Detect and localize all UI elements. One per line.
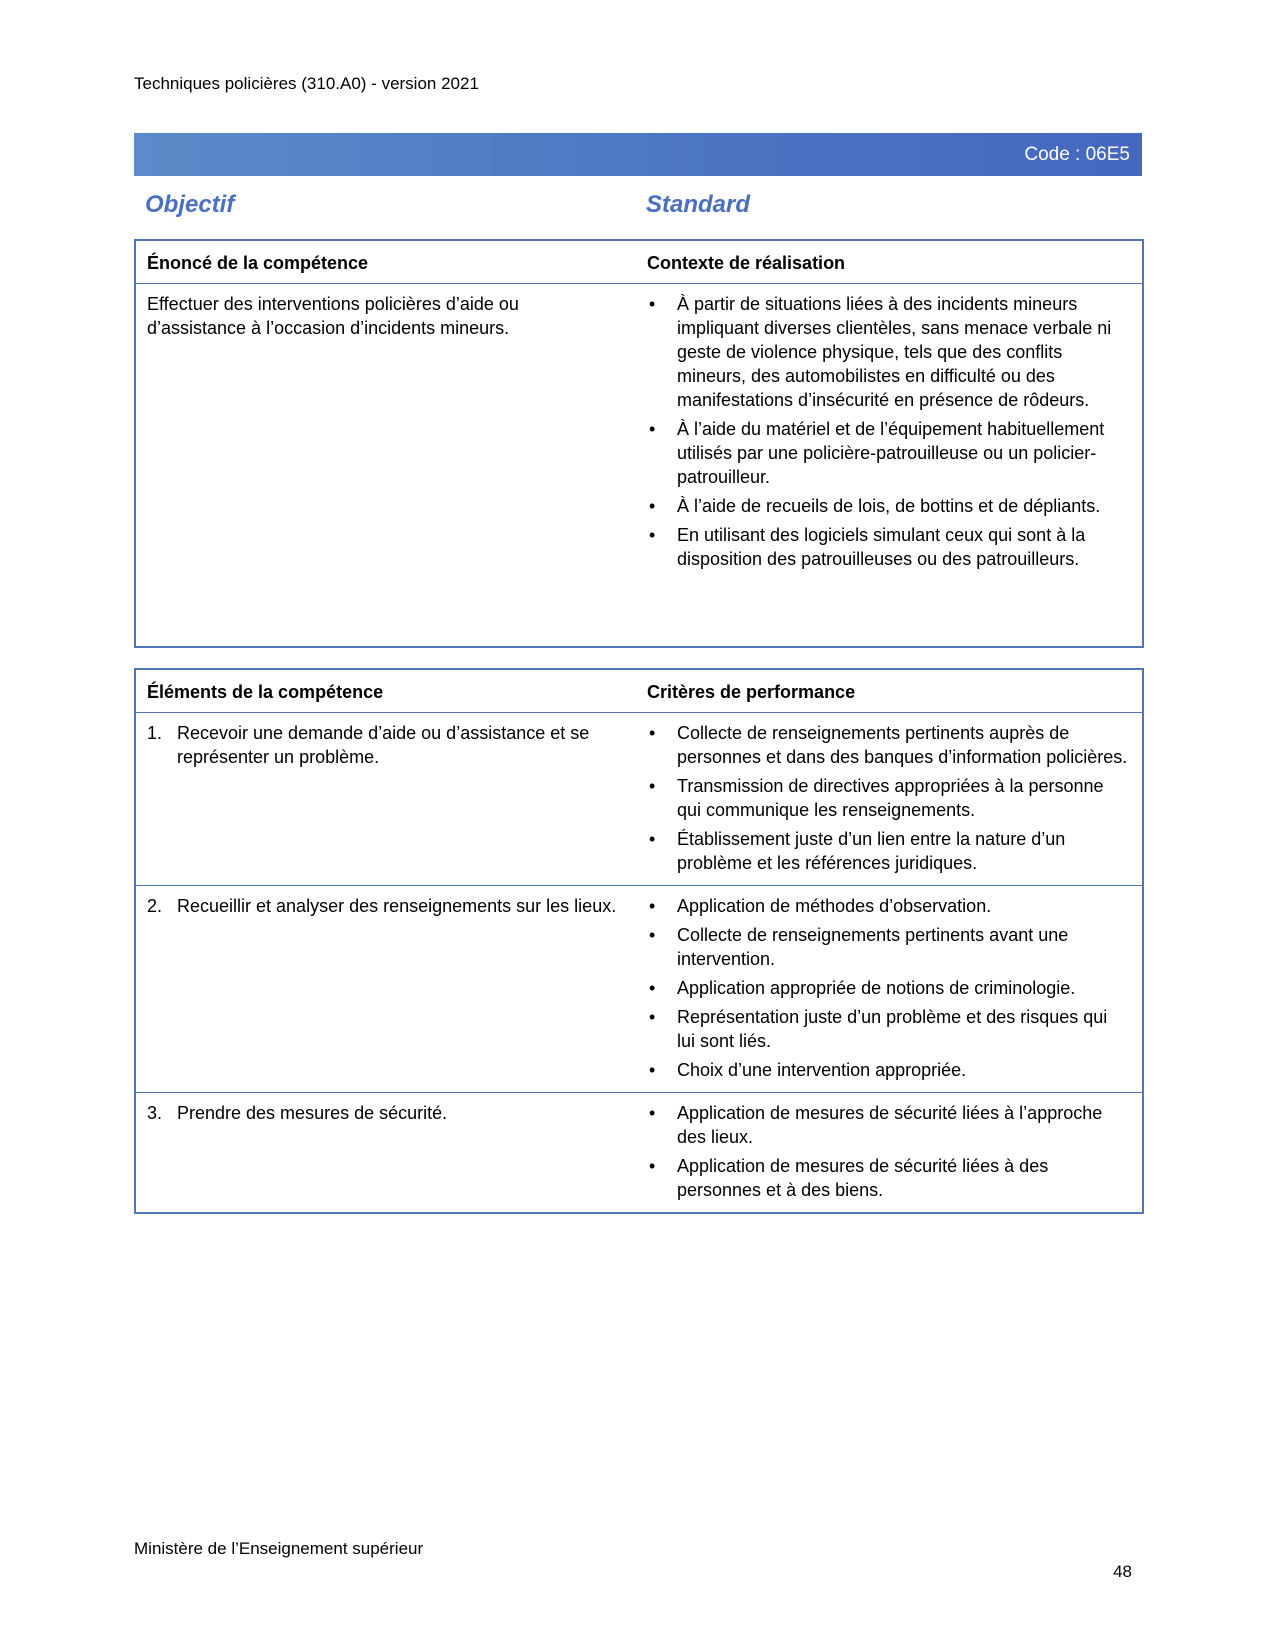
criteria-column-header: Critères de performance (636, 669, 1143, 713)
objective-heading: Objectif (145, 191, 235, 218)
competency-code-bar (134, 133, 1142, 176)
table-header-row (135, 669, 1143, 713)
elements-column-header: Éléments de la compétence (135, 669, 636, 713)
element-text: Prendre des mesures de sécurité. (177, 1103, 448, 1123)
element-text: Recueillir et analyser des renseignements sur les lieux. (177, 896, 617, 916)
criteria-list (647, 894, 1128, 1082)
element-number: 1. (147, 723, 163, 743)
table-header-row (135, 240, 1143, 284)
criteria-list (647, 721, 1128, 875)
table-row (135, 284, 1143, 648)
criteria-cell (636, 1093, 1143, 1214)
table-row (135, 886, 1143, 1093)
list-item: • Application de méthodes d’observation. (647, 894, 1128, 918)
context-cell (636, 284, 1143, 648)
list-item: • Application de mesures de sécurité liées à l’approche des lieux. (647, 1101, 1128, 1149)
competency-elements-table (134, 668, 1144, 1214)
element-cell (135, 886, 636, 1093)
list-item: • Application appropriée de notions de criminologie. (647, 976, 1128, 1000)
list-item: • Collecte de renseignements pertinents avant une intervention. (647, 923, 1128, 971)
standard-heading: Standard (646, 191, 751, 218)
list-item: • À l’aide du matériel et de l’équipement habituellement utilisés par une policière-patrouilleuse ou un policier-patrouilleur. (647, 417, 1128, 489)
page-number: 48 (1113, 1562, 1132, 1581)
element-cell (135, 713, 636, 886)
list-item: • En utilisant des logiciels simulant ceux qui sont à la disposition des patrouilleuses ou des patrouilleurs. (647, 523, 1128, 571)
list-item: • Choix d’une intervention appropriée. (647, 1058, 1128, 1082)
criteria-cell (636, 886, 1143, 1093)
table-row (135, 1093, 1143, 1214)
context-list (647, 292, 1128, 571)
competency-statement: Effectuer des interventions policières d’aide ou d’assistance à l’occasion d’incidents mineurs. (135, 284, 636, 648)
section-headings (134, 191, 1142, 225)
context-column-header: Contexte de réalisation (636, 240, 1143, 284)
list-item: • Représentation juste d’un problème et des risques qui lui sont liés. (647, 1005, 1128, 1053)
criteria-list (647, 1101, 1128, 1202)
list-item: • Collecte de renseignements pertinents auprès de personnes et dans des banques d’information policières. (647, 721, 1128, 769)
competency-code: Code : 06E5 (1024, 144, 1130, 165)
element-number: 2. (147, 896, 163, 916)
list-item: • Établissement juste d’un lien entre la nature d’un problème et les références juridiques. (647, 827, 1128, 875)
list-item: • Transmission de directives appropriées à la personne qui communique les renseignements. (647, 774, 1128, 822)
element-text: Recevoir une demande d’aide ou d’assistance et se représenter un problème. (177, 723, 590, 767)
criteria-cell (636, 713, 1143, 886)
footer-ministry: Ministère de l’Enseignement supérieur (134, 1539, 424, 1558)
element-number: 3. (147, 1103, 163, 1123)
competency-statement-table (134, 239, 1144, 648)
statement-column-header: Énoncé de la compétence (135, 240, 636, 284)
document-header: Techniques policières (310.A0) - version 2021 (134, 74, 479, 93)
list-item: • À partir de situations liées à des incidents mineurs impliquant diverses clientèles, sans menace verbale ni geste de violence physique, tels que des conflits mineurs, des automobilistes en difficulté ou des manifestations d’insécurité en présence de rôdeurs. (647, 292, 1128, 412)
table-row (135, 713, 1143, 886)
list-item: • À l’aide de recueils de lois, de bottins et de dépliants. (647, 494, 1128, 518)
element-cell (135, 1093, 636, 1214)
list-item: • Application de mesures de sécurité liées à des personnes et à des biens. (647, 1154, 1128, 1202)
